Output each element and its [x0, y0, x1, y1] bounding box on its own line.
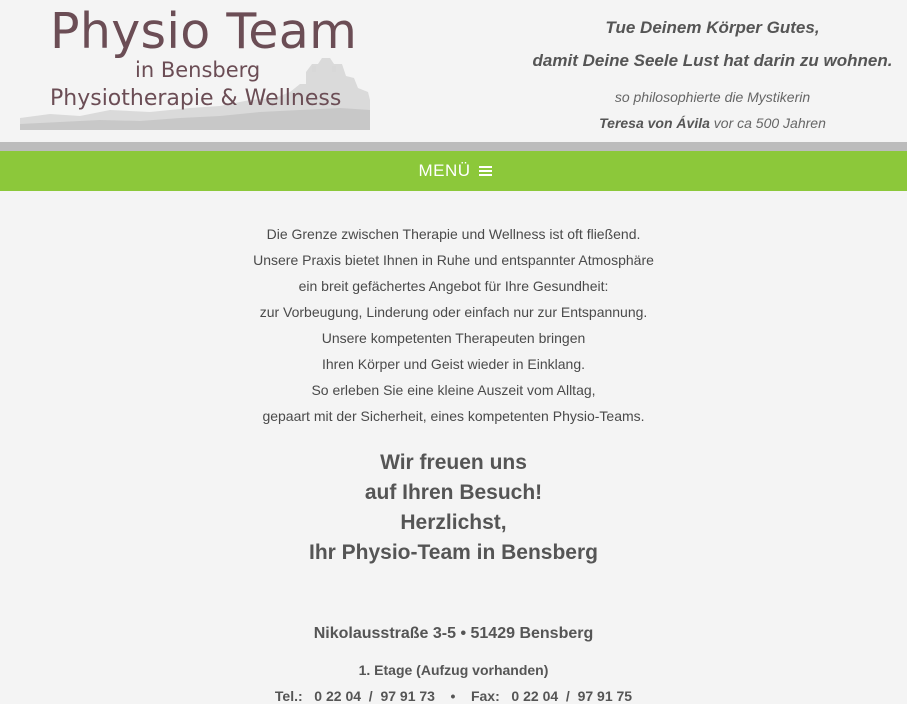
intro-text — [0, 224, 907, 432]
menu-label: MENÜ — [418, 161, 471, 180]
intro-line: gepaart mit der Sicherheit, eines kompetenten Physio-Teams. — [262, 408, 645, 424]
quote-author: Teresa von Ávila — [599, 115, 710, 131]
site-logo[interactable] — [20, 0, 370, 132]
quote-line-2: damit Deine Seele Lust hat darin zu wohnen. — [532, 51, 893, 70]
quote-author-suffix: vor ca 500 Jahren — [709, 115, 826, 131]
greeting-line: Ihr Physio-Team in Bensberg — [308, 541, 598, 564]
intro-line: Die Grenze zwischen Therapie und Wellness ist oft fließend. — [266, 226, 641, 242]
intro-line: So erleben Sie eine kleine Auszeit vom Alltag, — [311, 382, 596, 398]
intro-line: ein breit gefächertes Angebot für Ihre Gesundheit: — [298, 278, 609, 294]
hamburger-icon — [479, 166, 492, 176]
menu-toggle-button[interactable] — [405, 151, 505, 191]
intro-line: Unsere kompetenten Therapeuten bringen — [321, 330, 586, 346]
logo-title: Physio Team — [50, 3, 358, 60]
header-divider — [0, 142, 907, 151]
site-header — [0, 0, 907, 142]
greeting-line: auf Ihren Besuch! — [364, 481, 543, 504]
phone-fax-line[interactable]: Tel.: 0 22 04 / 97 91 73 • Fax: 0 22 04 / 97 91 75 — [274, 688, 633, 704]
greeting — [0, 448, 907, 568]
intro-line: Unsere Praxis bietet Ihnen in Ruhe und entspannter Atmosphäre — [253, 252, 654, 268]
quote-line-3: so philosophierte die Mystikerin — [614, 89, 811, 105]
main-menu-bar — [0, 151, 907, 191]
intro-line: zur Vorbeugung, Linderung oder einfach nur zur Entspannung. — [259, 304, 648, 320]
quote-line-1: Tue Deinem Körper Gutes, — [605, 18, 820, 37]
greeting-line: Wir freuen uns — [380, 451, 527, 474]
quote-attribution — [530, 115, 895, 131]
logo-tagline: Physiotherapie & Wellness — [50, 86, 342, 111]
logo-subtitle: in Bensberg — [135, 58, 261, 82]
greeting-line: Herzlichst, — [400, 511, 507, 534]
practice-address: Nikolausstraße 3-5 • 51429 Bensberg — [313, 625, 594, 642]
intro-line: Ihren Körper und Geist wieder in Einklang. — [321, 356, 586, 372]
floor-info: 1. Etage (Aufzug vorhanden) — [358, 662, 549, 678]
